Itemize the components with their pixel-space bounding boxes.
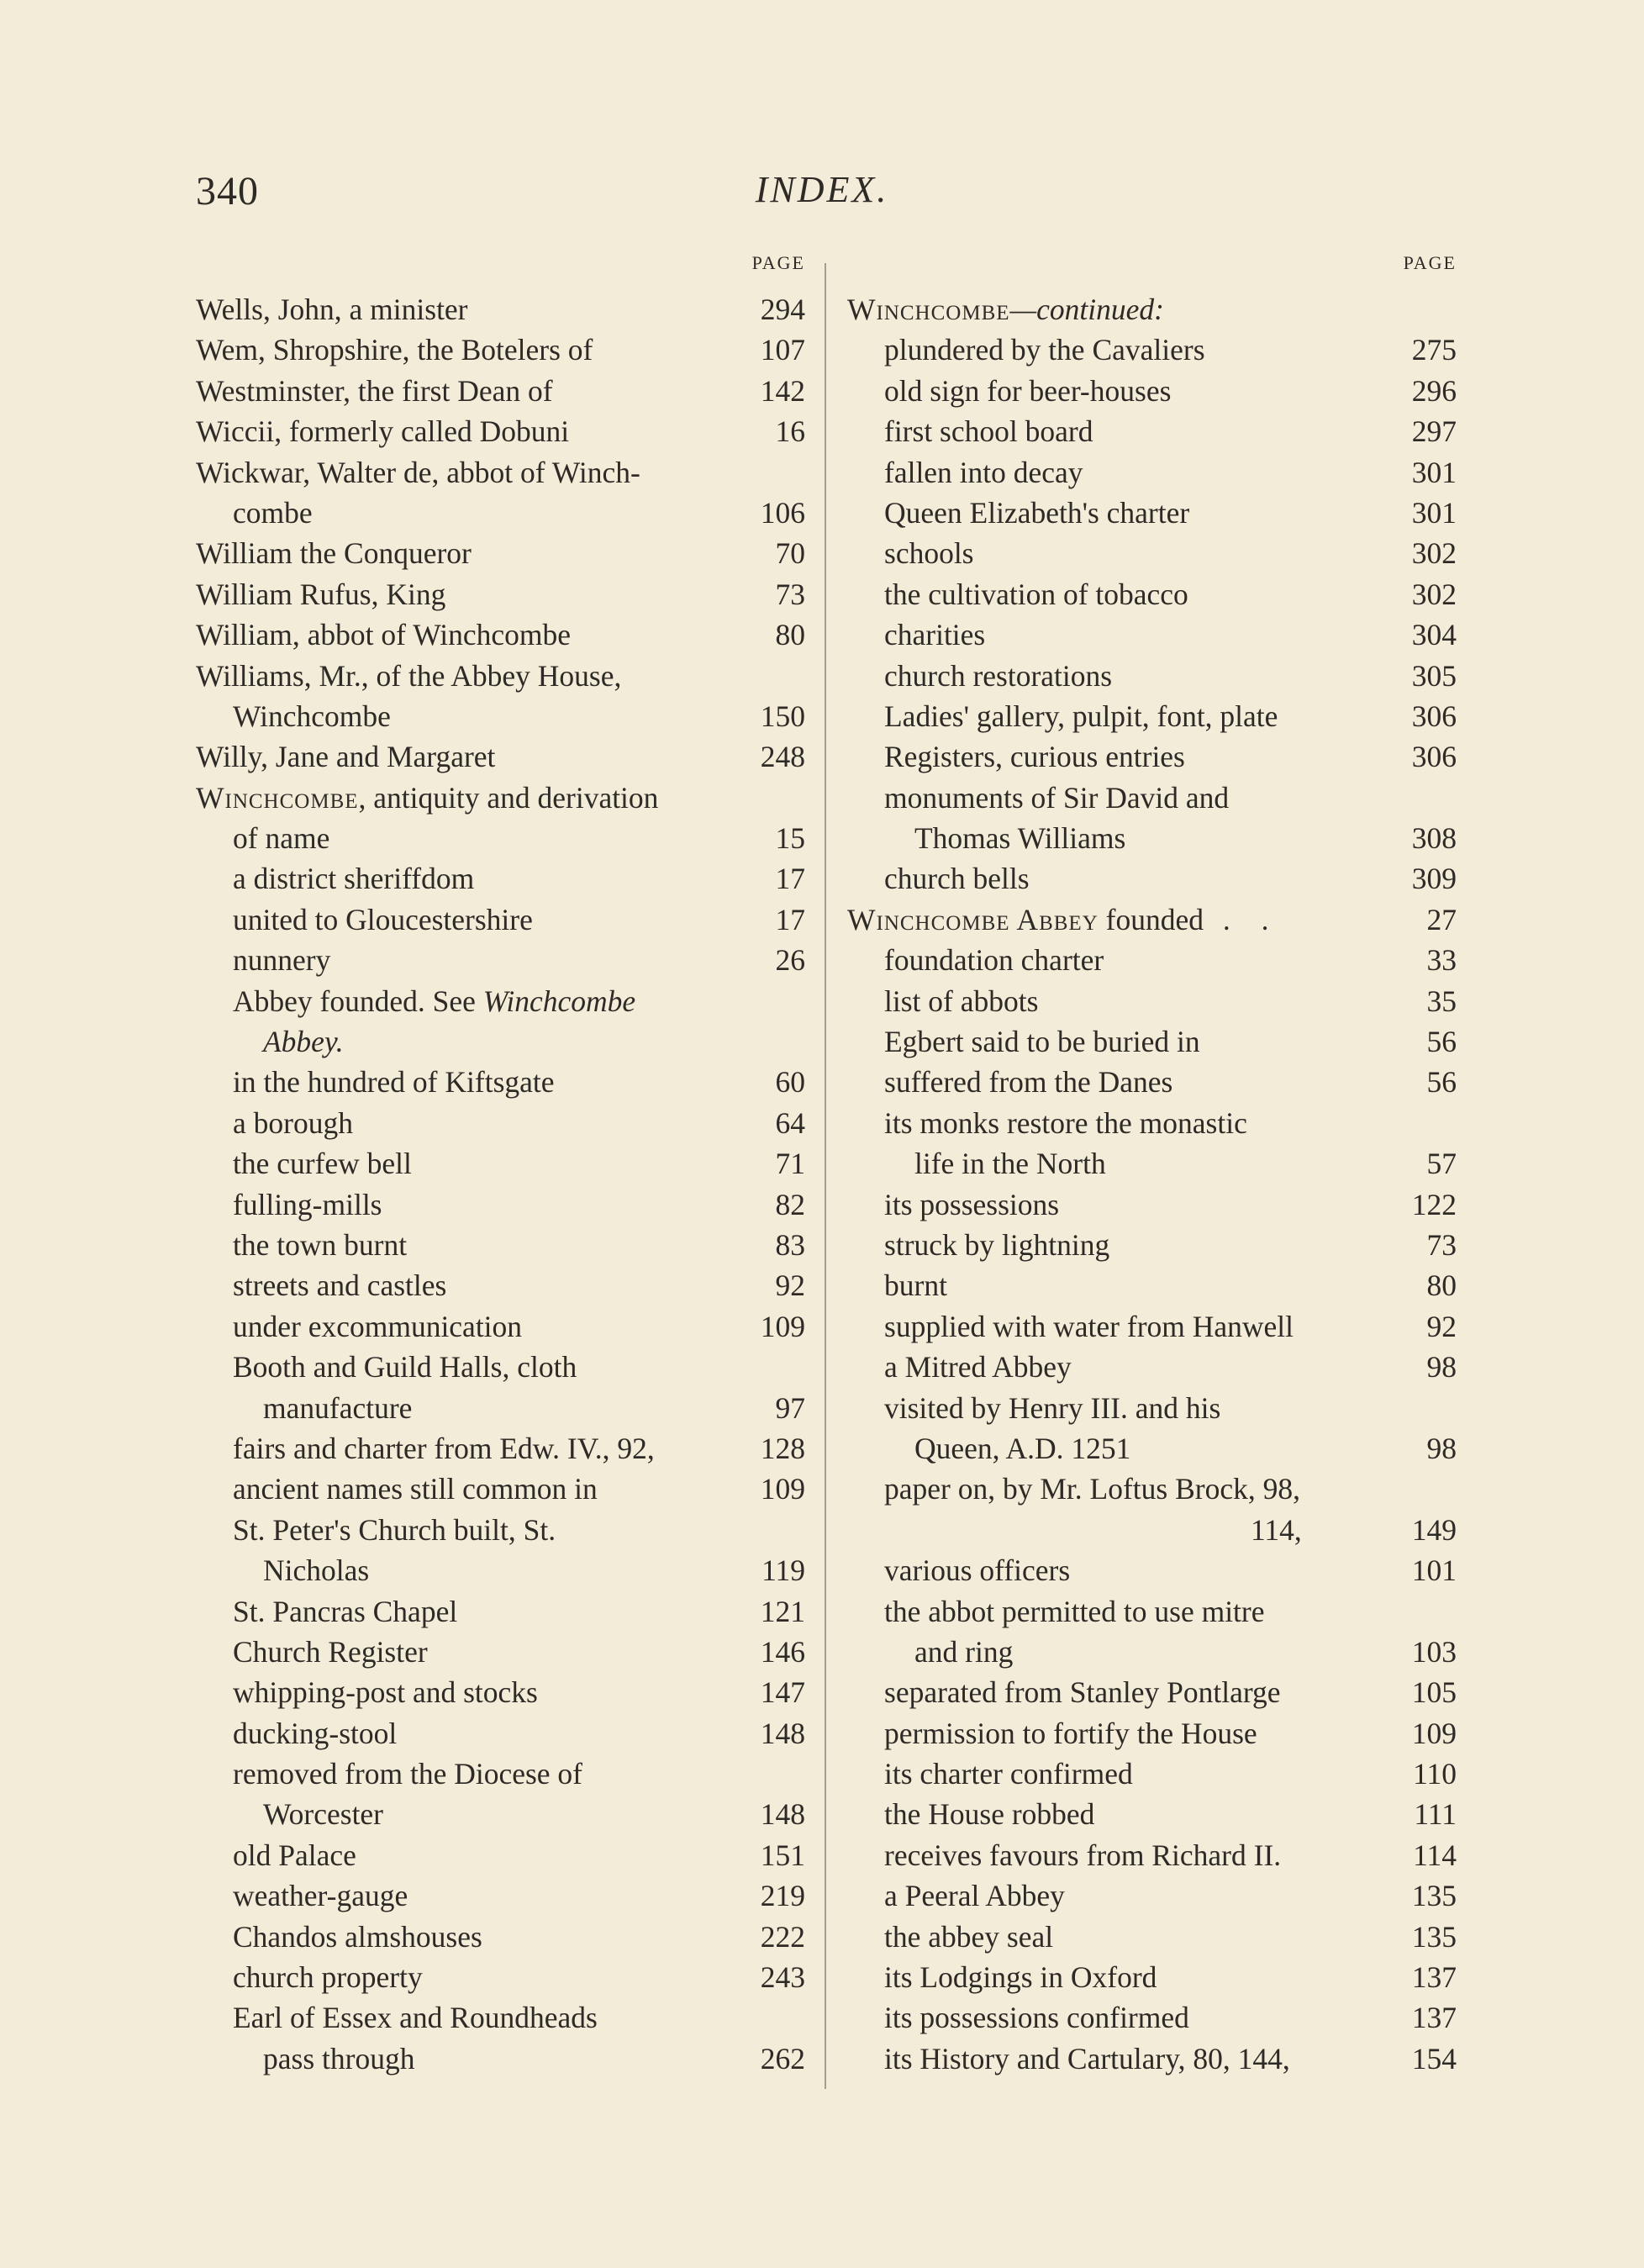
index-entry xyxy=(196,1713,805,1754)
page-ref: 121 xyxy=(760,1594,805,1628)
page-ref: 128 xyxy=(760,1431,805,1465)
index-entry xyxy=(196,1917,805,1957)
index-entry xyxy=(196,1103,805,1143)
entry-text: fairs and charter from Edw. IV., 92, xyxy=(233,1431,655,1465)
page-ref: 107 xyxy=(760,333,805,367)
entry-text: Thomas Williams xyxy=(914,821,1126,856)
entry-text: receives favours from Richard II. xyxy=(884,1838,1282,1872)
entry-text: struck by lightning xyxy=(884,1227,1110,1262)
page-ref: 92 xyxy=(775,1268,805,1303)
page-ref: 71 xyxy=(775,1147,805,1181)
entry-text: its possessions xyxy=(884,1187,1060,1221)
entry-text: whipping-post and stocks xyxy=(233,1675,538,1710)
column-divider xyxy=(825,263,826,2089)
entry-text: Nicholas xyxy=(263,1553,370,1588)
index-entry xyxy=(196,493,805,533)
page-ref: 109 xyxy=(760,1472,805,1506)
entry-heading: Winchcombe xyxy=(196,780,359,815)
entry-text: church bells xyxy=(884,862,1030,896)
entry-heading: Winchcombe Abbey xyxy=(847,902,1099,936)
page-ref: 137 xyxy=(1411,2001,1457,2035)
index-entry xyxy=(196,2039,805,2079)
entry-text: manufacture xyxy=(263,1390,413,1425)
page-ref: 304 xyxy=(1411,618,1457,652)
page-ref: 297 xyxy=(1411,414,1457,449)
index-entry xyxy=(196,736,805,777)
index-entry xyxy=(847,818,1457,858)
page-ref: 137 xyxy=(1411,1960,1457,1995)
entry-heading-rest: founded xyxy=(1098,902,1204,936)
index-entry xyxy=(196,452,805,493)
entry-text: visited by Henry III. and his xyxy=(884,1390,1221,1425)
index-entry xyxy=(847,1469,1457,1509)
page-ref: 83 xyxy=(775,1227,805,1262)
entry-text: removed from the Diocese of xyxy=(233,1757,582,1791)
entry-text: Worcester xyxy=(263,1797,384,1832)
entry-text: its monks restore the monastic xyxy=(884,1105,1247,1140)
index-entry xyxy=(196,899,805,940)
index-entry xyxy=(847,493,1457,533)
page-ref: 105 xyxy=(1411,1675,1457,1710)
page-ref: 17 xyxy=(775,862,805,896)
entry-text: monuments of Sir David and xyxy=(884,780,1230,815)
index-entry xyxy=(847,1388,1457,1428)
entry-text: permission to fortify the House xyxy=(884,1716,1257,1750)
entry-text: Earl of Essex and Roundheads xyxy=(233,2001,598,2035)
page-ref: 301 xyxy=(1411,455,1457,489)
entry-text: Queen Elizabeth's charter xyxy=(884,495,1190,530)
index-entry xyxy=(847,858,1457,899)
page-ref: 301 xyxy=(1411,495,1457,530)
index-entry xyxy=(196,1428,805,1469)
index-entry xyxy=(196,1997,805,2038)
index-entry xyxy=(196,1672,805,1712)
index-entry xyxy=(196,1957,805,1997)
page-ref: 135 xyxy=(1411,1879,1457,1913)
index-entry xyxy=(847,614,1457,655)
page-ref: 82 xyxy=(775,1187,805,1221)
index-entry xyxy=(847,1062,1457,1102)
dot-leader: . . xyxy=(1203,902,1281,936)
page-ref: 64 xyxy=(775,1105,805,1140)
page-ref: 16 xyxy=(775,414,805,449)
entry-heading: Winchcombe xyxy=(847,293,1010,326)
index-entry xyxy=(196,940,805,980)
index-entry xyxy=(847,1550,1457,1590)
index-entry xyxy=(847,1632,1457,1672)
index-entry xyxy=(847,1021,1457,1062)
index-entry xyxy=(847,1428,1457,1469)
entry-text: Winchcombe xyxy=(233,699,391,733)
index-entry xyxy=(847,289,1457,330)
entry-text: charities xyxy=(884,618,986,652)
entry-text: St. Peter's Church built, St. xyxy=(233,1512,556,1547)
page-column-label: PAGE xyxy=(751,252,805,273)
page-ref: 97 xyxy=(775,1390,805,1425)
page-ref: 309 xyxy=(1411,862,1457,896)
page-ref: 150 xyxy=(760,699,805,733)
index-entry xyxy=(196,1632,805,1672)
index-entry xyxy=(847,696,1457,736)
index-entries-left xyxy=(196,289,805,2079)
entry-text-plain: Abbey founded. See xyxy=(233,984,483,1018)
entry-text: paper on, by Mr. Loftus Brock, 98, xyxy=(884,1472,1300,1506)
entry-text: Egbert said to be buried in xyxy=(884,1025,1200,1059)
page-ref: 56 xyxy=(1426,1025,1457,1059)
entry-text: life in the North xyxy=(914,1147,1106,1181)
page-ref: 308 xyxy=(1411,821,1457,856)
entry-text: fallen into decay xyxy=(884,455,1083,489)
entry-text: the cultivation of tobacco xyxy=(884,577,1188,611)
entry-text: fulling-mills xyxy=(233,1187,382,1221)
page-ref: 111 xyxy=(1414,1797,1457,1832)
page-ref: 98 xyxy=(1426,1350,1457,1385)
page-ref: 27 xyxy=(1426,902,1457,936)
index-entry xyxy=(196,574,805,614)
entry-text: Wells, John, a minister xyxy=(196,293,468,326)
entry-text: the House robbed xyxy=(884,1797,1095,1832)
index-entry xyxy=(847,1510,1457,1550)
entry-text: church restorations xyxy=(884,658,1113,693)
entry-text xyxy=(847,899,1280,940)
entry-text: ducking-stool xyxy=(233,1716,398,1750)
index-entry xyxy=(196,858,805,899)
page-ref: 26 xyxy=(775,943,805,978)
page-ref: 109 xyxy=(760,1309,805,1343)
index-entry xyxy=(196,1143,805,1184)
entry-text: the abbot permitted to use mitre xyxy=(884,1594,1265,1628)
entry-text: its History and Cartulary, 80, 144, xyxy=(884,2041,1290,2075)
entry-heading-rest: , antiquity and derivation xyxy=(358,780,659,815)
page-ref: 33 xyxy=(1426,943,1457,978)
entry-text: first school board xyxy=(884,414,1093,449)
index-entry xyxy=(847,574,1457,614)
entry-text: ancient names still common in xyxy=(233,1472,598,1506)
page-ref: 147 xyxy=(760,1675,805,1710)
entry-text: various officers xyxy=(884,1553,1071,1588)
index-entry xyxy=(847,778,1457,818)
entry-text: burnt xyxy=(884,1268,947,1303)
index-entry xyxy=(847,1591,1457,1632)
page-ref: 222 xyxy=(760,1919,805,1954)
page-ref: 306 xyxy=(1411,699,1457,733)
entry-cross-reference: Winchcombe xyxy=(482,984,636,1018)
index-entry xyxy=(196,656,805,696)
index-entry xyxy=(847,1794,1457,1834)
page-ref: 149 xyxy=(1411,1512,1457,1547)
page-ref: 135 xyxy=(1411,1919,1457,1954)
entry-text: suffered from the Danes xyxy=(884,1065,1173,1100)
index-entry xyxy=(847,1225,1457,1265)
page-ref: 17 xyxy=(775,902,805,936)
page-ref: 305 xyxy=(1411,658,1457,693)
index-entry xyxy=(847,1672,1457,1712)
index-entry xyxy=(847,940,1457,980)
entry-text: separated from Stanley Pontlarge xyxy=(884,1675,1281,1710)
entry-text: William Rufus, King xyxy=(196,577,446,611)
entry-text: its Lodgings in Oxford xyxy=(884,1960,1157,1995)
entry-text: combe xyxy=(233,495,313,530)
index-entry xyxy=(847,736,1457,777)
index-entry xyxy=(196,371,805,411)
entry-text xyxy=(847,289,1164,330)
page-ref: 80 xyxy=(1426,1268,1457,1303)
index-entry xyxy=(196,1021,805,1062)
index-entry xyxy=(196,614,805,655)
page-ref: 219 xyxy=(760,1879,805,1913)
entry-text: streets and castles xyxy=(233,1268,447,1303)
index-entry xyxy=(847,1347,1457,1387)
page-ref: 73 xyxy=(1426,1227,1457,1262)
index-entry xyxy=(196,289,805,330)
entry-text: Church Register xyxy=(233,1634,428,1669)
entry-text xyxy=(196,778,658,818)
entry-text: William, abbot of Winchcombe xyxy=(196,618,572,652)
index-entry xyxy=(196,1225,805,1265)
entry-text: a Mitred Abbey xyxy=(884,1350,1072,1385)
index-entry xyxy=(196,981,805,1021)
index-entry xyxy=(847,1875,1457,1916)
entry-text: of name xyxy=(233,821,330,856)
page-ref: 92 xyxy=(1426,1309,1457,1343)
index-entry xyxy=(847,330,1457,370)
index-entry xyxy=(847,452,1457,493)
index-entry xyxy=(847,1957,1457,1997)
entry-text: Wiccii, formerly called Dobuni xyxy=(196,414,570,449)
index-entry xyxy=(847,371,1457,411)
page-ref: 73 xyxy=(775,577,805,611)
index-entry xyxy=(847,1103,1457,1143)
entry-text: Registers, curious entries xyxy=(884,740,1185,774)
index-entry xyxy=(847,656,1457,696)
page-ref: 306 xyxy=(1411,740,1457,774)
entry-text: Chandos almshouses xyxy=(233,1919,482,1954)
page-ref: 148 xyxy=(760,1716,805,1750)
page-ref: 248 xyxy=(760,740,805,774)
entry-text: a district sheriffdom xyxy=(233,862,475,896)
index-entry xyxy=(847,1917,1457,1957)
page-ref: 142 xyxy=(760,373,805,408)
page-ref: 296 xyxy=(1411,373,1457,408)
page-column-label: PAGE xyxy=(1403,252,1457,273)
index-entry xyxy=(847,1184,1457,1225)
index-entry xyxy=(196,1265,805,1305)
page-ref: 243 xyxy=(760,1960,805,1995)
page-ref: 262 xyxy=(760,2041,805,2075)
entry-text: supplied with water from Hanwell xyxy=(884,1309,1294,1343)
entry-text: 114, xyxy=(1251,1512,1302,1547)
index-entry xyxy=(196,1550,805,1590)
index-entry xyxy=(196,330,805,370)
index-entry xyxy=(847,981,1457,1021)
page-ref: 110 xyxy=(1413,1757,1457,1791)
entry-text: Abbey. xyxy=(263,1025,344,1059)
entry-text: Ladies' gallery, pulpit, font, plate xyxy=(884,699,1278,733)
running-head: INDEX. xyxy=(755,169,889,210)
entry-text: the curfew bell xyxy=(233,1147,412,1181)
entry-text: pass through xyxy=(263,2041,415,2075)
entry-text: Wem, Shropshire, the Botelers of xyxy=(196,333,593,367)
page-ref: 302 xyxy=(1411,577,1457,611)
entry-text: Willy, Jane and Margaret xyxy=(196,740,496,774)
entry-text: its possessions confirmed xyxy=(884,2001,1189,2035)
entry-text: Wickwar, Walter de, abbot of Winch- xyxy=(196,455,640,489)
entry-text: list of abbots xyxy=(884,984,1039,1018)
index-entry xyxy=(196,1591,805,1632)
index-entry xyxy=(196,1306,805,1347)
entry-text: under excommunication xyxy=(233,1309,523,1343)
index-entry xyxy=(847,1306,1457,1347)
entry-text: Booth and Guild Halls, cloth xyxy=(233,1350,577,1385)
index-entry xyxy=(196,1184,805,1225)
entry-text: William the Conqueror xyxy=(196,536,472,571)
index-entry xyxy=(196,1347,805,1387)
entry-text: a Peeral Abbey xyxy=(884,1879,1065,1913)
page-ref: 109 xyxy=(1411,1716,1457,1750)
entry-text: St. Pancras Chapel xyxy=(233,1594,458,1628)
entry-text: Westminster, the first Dean of xyxy=(196,373,553,408)
index-entry xyxy=(847,1143,1457,1184)
index-entry xyxy=(196,778,805,818)
entry-text: its charter confirmed xyxy=(884,1757,1133,1791)
page-ref: 103 xyxy=(1411,1634,1457,1669)
entry-text: weather-gauge xyxy=(233,1879,408,1913)
index-entry xyxy=(196,1835,805,1875)
index-entry xyxy=(847,1713,1457,1754)
page-number: 340 xyxy=(196,169,259,214)
index-entry xyxy=(847,1997,1457,2038)
page-ref: 56 xyxy=(1426,1065,1457,1100)
page-ref: 146 xyxy=(760,1634,805,1669)
index-entries-right xyxy=(847,289,1457,2079)
index-entry xyxy=(196,1794,805,1834)
page-ref: 70 xyxy=(775,536,805,571)
page-ref: 154 xyxy=(1411,2041,1457,2075)
index-entry xyxy=(196,533,805,573)
entry-text: plundered by the Cavaliers xyxy=(884,333,1205,367)
entry-text: the abbey seal xyxy=(884,1919,1054,1954)
page-ref: 101 xyxy=(1411,1553,1457,1588)
page-ref: 60 xyxy=(775,1065,805,1100)
page-ref: 98 xyxy=(1426,1431,1457,1465)
index-entry xyxy=(196,696,805,736)
index-entry xyxy=(847,2039,1457,2079)
page-ref: 80 xyxy=(775,618,805,652)
entry-heading-continued: —continued: xyxy=(1009,293,1164,326)
index-entry xyxy=(847,1835,1457,1875)
page-ref: 35 xyxy=(1426,984,1457,1018)
page-ref: 294 xyxy=(760,293,805,326)
index-entry xyxy=(196,1062,805,1102)
page-ref: 275 xyxy=(1411,333,1457,367)
index-entry xyxy=(847,533,1457,573)
page-ref: 106 xyxy=(760,495,805,530)
entry-text: old Palace xyxy=(233,1838,356,1872)
page-ref: 15 xyxy=(775,821,805,856)
entry-text: Queen, A.D. 1251 xyxy=(914,1431,1131,1465)
entry-text: a borough xyxy=(233,1105,353,1140)
entry-text: united to Gloucestershire xyxy=(233,902,533,936)
index-entry xyxy=(196,1469,805,1509)
page-ref: 119 xyxy=(761,1553,805,1588)
entry-text: and ring xyxy=(914,1634,1014,1669)
index-entry xyxy=(847,411,1457,451)
index-entry xyxy=(196,818,805,858)
entry-text: the town burnt xyxy=(233,1227,408,1262)
entry-text: Williams, Mr., of the Abbey House, xyxy=(196,658,622,693)
entry-text: foundation charter xyxy=(884,943,1104,978)
entry-text: nunnery xyxy=(233,943,331,978)
index-entry xyxy=(196,411,805,451)
page-ref: 148 xyxy=(760,1797,805,1832)
index-entry xyxy=(196,1510,805,1550)
entry-text: schools xyxy=(884,536,974,571)
index-entry xyxy=(196,1754,805,1794)
index-entry xyxy=(847,899,1457,940)
entry-text xyxy=(233,981,635,1021)
index-entry xyxy=(847,1265,1457,1305)
page-ref: 114 xyxy=(1413,1838,1457,1872)
page-ref: 151 xyxy=(760,1838,805,1872)
entry-text: in the hundred of Kiftsgate xyxy=(233,1065,555,1100)
page-ref: 302 xyxy=(1411,536,1457,571)
entry-text: church property xyxy=(233,1960,423,1995)
page-ref: 122 xyxy=(1411,1187,1457,1221)
entry-text: old sign for beer-houses xyxy=(884,373,1172,408)
page-ref: 57 xyxy=(1426,1147,1457,1181)
index-entry xyxy=(847,1754,1457,1794)
index-entry xyxy=(196,1875,805,1916)
index-entry xyxy=(196,1388,805,1428)
